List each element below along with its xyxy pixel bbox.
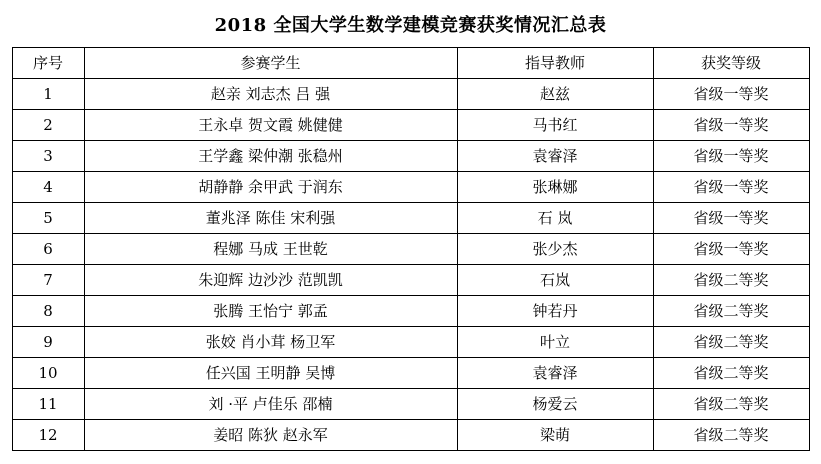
table-row — [12, 141, 809, 172]
table-row — [12, 265, 809, 296]
table-row — [12, 110, 809, 141]
cell-teacher: 张少杰 — [457, 234, 653, 265]
cell-index: 5 — [12, 203, 84, 234]
column-header-index: 序号 — [12, 48, 84, 79]
page-title: 2018 全国大学生数学建模竞赛获奖情况汇总表 — [214, 15, 607, 36]
cell-teacher: 袁睿泽 — [457, 141, 653, 172]
cell-students: 胡静静 余甲武 于润东 — [84, 172, 457, 203]
cell-teacher: 杨爱云 — [457, 389, 653, 420]
cell-teacher: 赵兹 — [457, 79, 653, 110]
cell-index: 2 — [12, 110, 84, 141]
table-row — [12, 234, 809, 265]
cell-students: 张腾 王怡宁 郭孟 — [84, 296, 457, 327]
cell-index: 10 — [12, 358, 84, 389]
cell-students: 程娜 马成 王世乾 — [84, 234, 457, 265]
cell-level: 省级一等奖 — [653, 234, 809, 265]
cell-students: 张姣 肖小茸 杨卫军 — [84, 327, 457, 358]
column-header-level: 获奖等级 — [653, 48, 809, 79]
cell-students: 王永卓 贺文霞 姚健健 — [84, 110, 457, 141]
table-row — [12, 79, 809, 110]
cell-level: 省级二等奖 — [653, 296, 809, 327]
cell-level: 省级一等奖 — [653, 172, 809, 203]
cell-index: 11 — [12, 389, 84, 420]
cell-teacher: 石 岚 — [457, 203, 653, 234]
table-header-row — [12, 48, 809, 79]
column-header-teacher: 指导教师 — [457, 48, 653, 79]
cell-teacher: 钟若丹 — [457, 296, 653, 327]
table-row — [12, 389, 809, 420]
cell-index: 3 — [12, 141, 84, 172]
cell-index: 4 — [12, 172, 84, 203]
cell-index: 6 — [12, 234, 84, 265]
cell-students: 董兆泽 陈佳 宋利强 — [84, 203, 457, 234]
cell-level: 省级二等奖 — [653, 265, 809, 296]
cell-level: 省级二等奖 — [653, 389, 809, 420]
table-row — [12, 327, 809, 358]
cell-level: 省级二等奖 — [653, 420, 809, 451]
table-body — [12, 79, 809, 451]
cell-students: 赵亲 刘志杰 吕 强 — [84, 79, 457, 110]
cell-students: 刘 ·平 卢佳乐 邵楠 — [84, 389, 457, 420]
cell-level: 省级二等奖 — [653, 327, 809, 358]
cell-students: 朱迎辉 边沙沙 范凯凯 — [84, 265, 457, 296]
cell-teacher: 石岚 — [457, 265, 653, 296]
cell-teacher: 马书红 — [457, 110, 653, 141]
cell-students: 任兴国 王明静 吴博 — [84, 358, 457, 389]
cell-students: 姜昭 陈狄 赵永军 — [84, 420, 457, 451]
cell-index: 12 — [12, 420, 84, 451]
cell-level: 省级一等奖 — [653, 203, 809, 234]
award-summary-table — [12, 47, 810, 451]
cell-level: 省级二等奖 — [653, 358, 809, 389]
table-row — [12, 420, 809, 451]
cell-teacher: 张琳娜 — [457, 172, 653, 203]
table-row — [12, 358, 809, 389]
cell-level: 省级一等奖 — [653, 141, 809, 172]
cell-index: 8 — [12, 296, 84, 327]
table-row — [12, 296, 809, 327]
cell-index: 1 — [12, 79, 84, 110]
table-row — [12, 172, 809, 203]
cell-level: 省级一等奖 — [653, 110, 809, 141]
cell-index: 7 — [12, 265, 84, 296]
cell-teacher: 梁萌 — [457, 420, 653, 451]
table-row — [12, 203, 809, 234]
cell-index: 9 — [12, 327, 84, 358]
cell-students: 王学鑫 梁仲潮 张稳州 — [84, 141, 457, 172]
cell-teacher: 袁睿泽 — [457, 358, 653, 389]
cell-teacher: 叶立 — [457, 327, 653, 358]
cell-level: 省级一等奖 — [653, 79, 809, 110]
column-header-students: 参赛学生 — [84, 48, 457, 79]
